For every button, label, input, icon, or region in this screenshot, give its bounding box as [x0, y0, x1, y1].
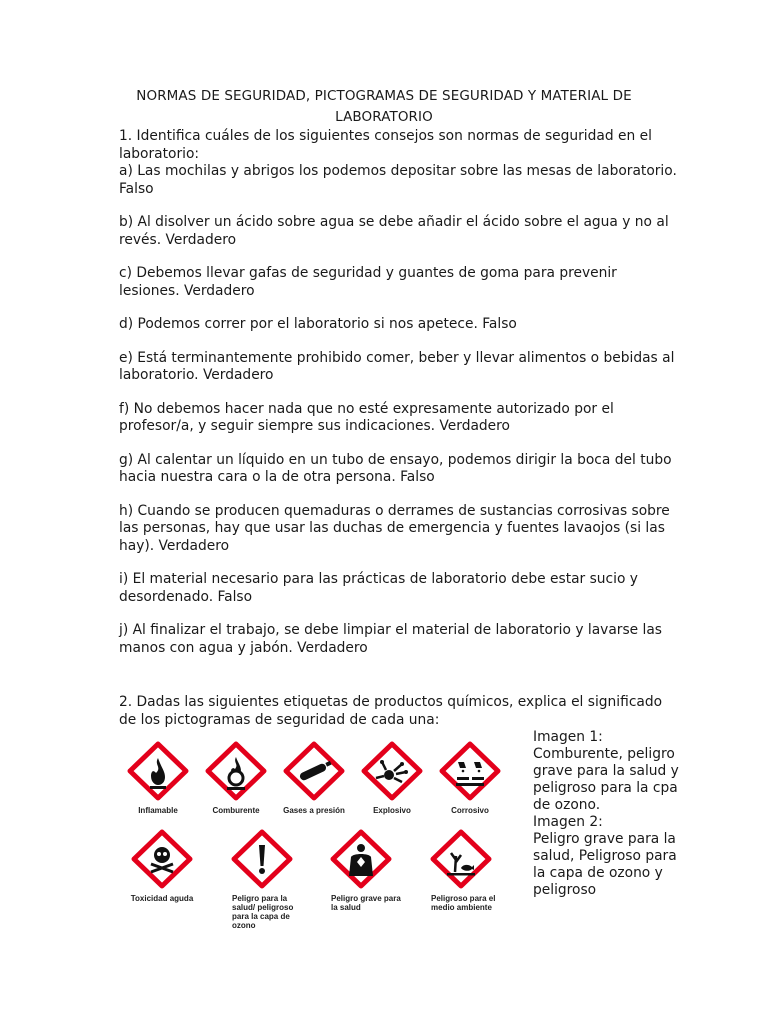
- answer-item-f: f) No debemos hacer nada que no esté expresamente autorizado por el profesor/a, y seguir siempre sus indicaciones. Verdadero: [119, 400, 614, 434]
- answer-item-j: j) Al finalizar el trabajo, se debe limpiar el material de laboratorio y lavarse las manos con agua y jabón. Verdadero: [119, 622, 662, 656]
- answer-item-i: i) El material necesario para las prácticas de laboratorio debe estar sucio y desordenado. Falso: [119, 571, 638, 605]
- health-hazard-icon: [325, 828, 397, 890]
- environment-icon: [425, 828, 497, 890]
- image-2-heading: Imagen 2:: [533, 814, 603, 830]
- question-1-prompt: 1. Identifica cuáles de los siguientes consejos son normas de seguridad en el laboratorio:: [119, 128, 652, 162]
- skull-crossbones-icon: [126, 828, 198, 890]
- answer-item-b: b) Al disolver un ácido sobre agua se debe añadir el ácido sobre el agua y no al revés. Verdadero: [119, 214, 669, 248]
- gas-cylinder-icon: [278, 740, 350, 802]
- pictogram-label: Peligroso para el medio ambiente: [431, 894, 496, 912]
- pictogram-toxicidad-aguda: [122, 828, 202, 903]
- pictogram-label: Comburente: [212, 806, 260, 815]
- pictogram-label: Peligro grave para la salud: [331, 894, 401, 912]
- pictogram-label: Toxicidad aguda: [130, 894, 194, 903]
- pictogram-label: Peligro para la salud/ peligroso para la capa de ozono: [232, 894, 294, 930]
- image-2-answer: Peligro grave para la salud, Peligroso para la capa de ozono y peligroso: [533, 831, 677, 898]
- corrosion-icon: [434, 740, 506, 802]
- answer-item-e: e) Está terminantemente prohibido comer, beber y llevar alimentos o bebidas al laboratorio. Verdadero: [119, 349, 675, 383]
- pictogram-inflamable: [118, 740, 198, 815]
- pictogram-gases-presion: [274, 740, 354, 815]
- pictogram-corrosivo: [430, 740, 510, 815]
- pictogram-label: Inflamable: [138, 806, 178, 815]
- question-2-prompt: 2. Dadas las siguientes etiquetas de productos químicos, explica el significado de los pictogramas de seguridad de cada una:: [119, 694, 663, 728]
- pictogram-label: Gases a presión: [283, 806, 345, 815]
- exclamation-mark-icon: [226, 828, 298, 890]
- question-1: [119, 128, 679, 673]
- flame-over-circle-icon: [200, 740, 272, 802]
- exploding-bomb-icon: [356, 740, 428, 802]
- pictogram-label: Corrosivo: [451, 806, 489, 815]
- pictogram-medio-ambiente: [421, 828, 501, 912]
- image-1-answer: Comburente, peligro grave para la salud y peligroso para la cpa de ozono.: [533, 746, 679, 813]
- pictogram-chart: [118, 740, 518, 940]
- pictogram-peligro-salud: [222, 828, 302, 930]
- answer-item-d: d) Podemos correr por el laboratorio si nos apetece. Falso: [119, 316, 517, 332]
- document-title: NORMAS DE SEGURIDAD, PICTOGRAMAS DE SEGURIDAD Y MATERIAL DE LABORATORIO: [136, 88, 632, 125]
- pictogram-peligro-grave-salud: [321, 828, 401, 912]
- answer-text: [533, 729, 683, 899]
- image-1-heading: Imagen 1:: [533, 729, 603, 745]
- answer-item-h: h) Cuando se producen quemaduras o derrames de sustancias corrosivas sobre las personas, hay que usar las duchas de emergencia y fuentes lavaojos (si las hay). Verdadero: [119, 502, 670, 554]
- pictogram-comburente: [196, 740, 276, 815]
- answer-item-g: g) Al calentar un líquido en un tubo de ensayo, podemos dirigir la boca del tubo hacia nuestra cara o la de otra persona. Falso: [119, 451, 672, 485]
- pictogram-label: Explosivo: [373, 806, 411, 815]
- answer-item-a: a) Las mochilas y abrigos los podemos depositar sobre las mesas de laboratorio. Falso: [119, 163, 677, 197]
- answer-item-c: c) Debemos llevar gafas de seguridad y guantes de goma para prevenir lesiones. Verdadero: [119, 265, 617, 299]
- pictogram-explosivo: [352, 740, 432, 815]
- flame-icon: [122, 740, 194, 802]
